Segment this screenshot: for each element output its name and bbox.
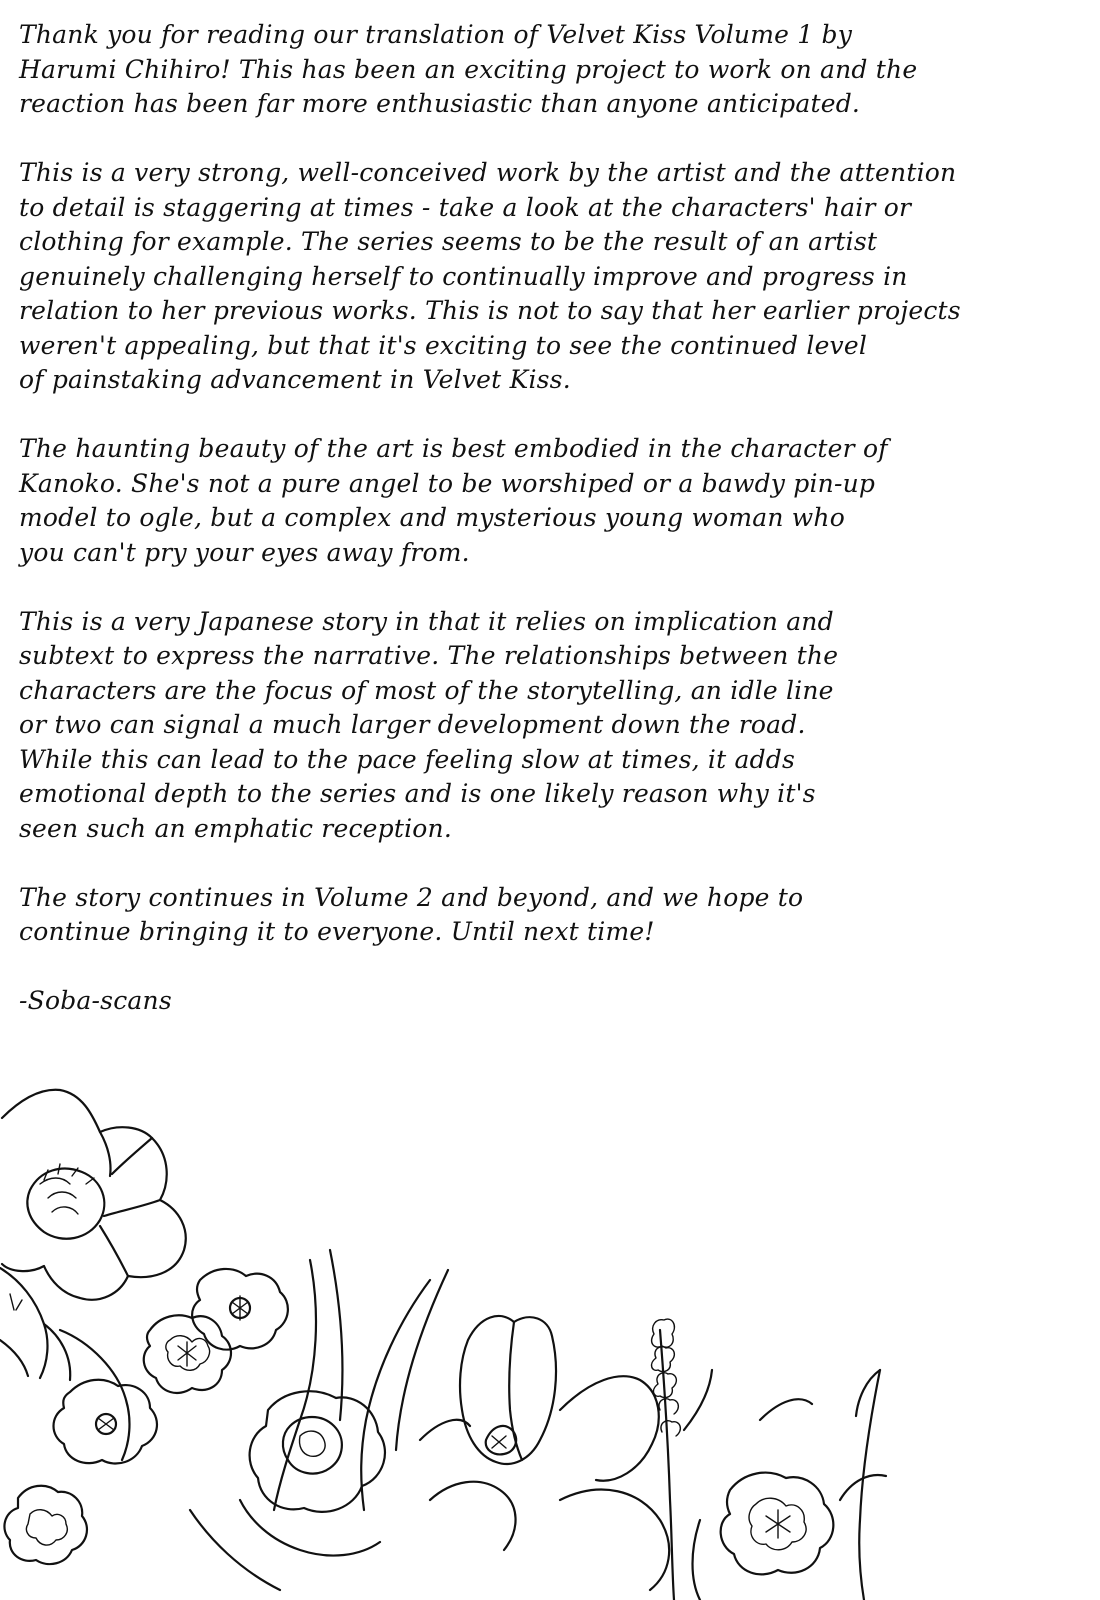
- text-line: reaction has been far more enthusiastic than anyone anticipated.: [19, 89, 861, 118]
- paragraph-2: [19, 156, 1019, 398]
- signature: [19, 984, 1019, 1019]
- floral-illustration: [0, 1080, 1100, 1600]
- text-line: weren't appealing, but that it's exciting to see the continued level: [19, 330, 868, 360]
- afterword-letter: [19, 18, 1019, 1019]
- paragraph-1: [19, 18, 1019, 122]
- small-flower-icon: [192, 1269, 288, 1350]
- small-carnation-icon: [4, 1486, 87, 1564]
- tulip-flower-icon: [420, 1316, 669, 1590]
- paragraph-5: [19, 881, 1019, 950]
- text-line: seen such an emphatic reception.: [19, 813, 452, 843]
- text-line: While this can lead to the pace feeling slow at times, it adds: [19, 744, 796, 774]
- text-line: or two can signal a much larger development down the road.: [19, 710, 806, 739]
- text-line: This is a very strong, well-conceived work by the artist and the attention: [19, 158, 957, 187]
- camellia-flower-icon: [2, 1090, 186, 1300]
- text-line: relation to her previous works. This is not to say that her earlier projects: [19, 296, 961, 325]
- lavender-icon: [652, 1319, 712, 1600]
- text-line: emotional depth to the series and is one likely reason why it's: [19, 779, 816, 808]
- text-line: Harumi Chihiro! This has been an exciting project to work on and the: [19, 54, 918, 84]
- right-carnation-icon: [721, 1473, 834, 1575]
- text-line: subtext to express the narrative. The relationships between the: [19, 641, 839, 670]
- floral-line-art-icon: [0, 1080, 1100, 1600]
- text-line: Kanoko. She's not a pure angel to be worshiped or a bawdy pin-up: [19, 468, 876, 498]
- text-line: to detail is staggering at times - take a look at the characters' hair or: [19, 192, 912, 222]
- text-line: genuinely challenging herself to continually improve and progress in: [19, 261, 908, 291]
- right-leaves-icon: [693, 1370, 887, 1600]
- paragraph-3: [19, 432, 1019, 570]
- text-line: clothing for example. The series seems to be the result of an artist: [19, 227, 878, 256]
- text-line: continue bringing it to everyone. Until next time!: [19, 917, 655, 946]
- anemone-flower-icon: [54, 1380, 157, 1464]
- paragraph-4: [19, 605, 1019, 847]
- text-line: The haunting beauty of the art is best embodied in the character of: [19, 434, 888, 463]
- text-line: characters are the focus of most of the storytelling, an idle line: [19, 675, 834, 705]
- text-line: model to ogle, but a complex and mysterious young woman who: [19, 503, 845, 532]
- text-line: of painstaking advancement in Velvet Kiss.: [19, 365, 571, 394]
- text-line: This is a very Japanese story in that it relies on implication and: [19, 606, 834, 636]
- carnation-flower-icon: [144, 1315, 231, 1393]
- text-line: Thank you for reading our translation of Velvet Kiss Volume 1 by: [19, 20, 853, 49]
- text-line: you can't pry your eyes away from.: [19, 537, 470, 567]
- rose-flower-icon: [190, 1391, 385, 1590]
- text-line: The story continues in Volume 2 and beyond, and we hope to: [19, 882, 804, 912]
- signature-text: -Soba-scans: [19, 986, 172, 1015]
